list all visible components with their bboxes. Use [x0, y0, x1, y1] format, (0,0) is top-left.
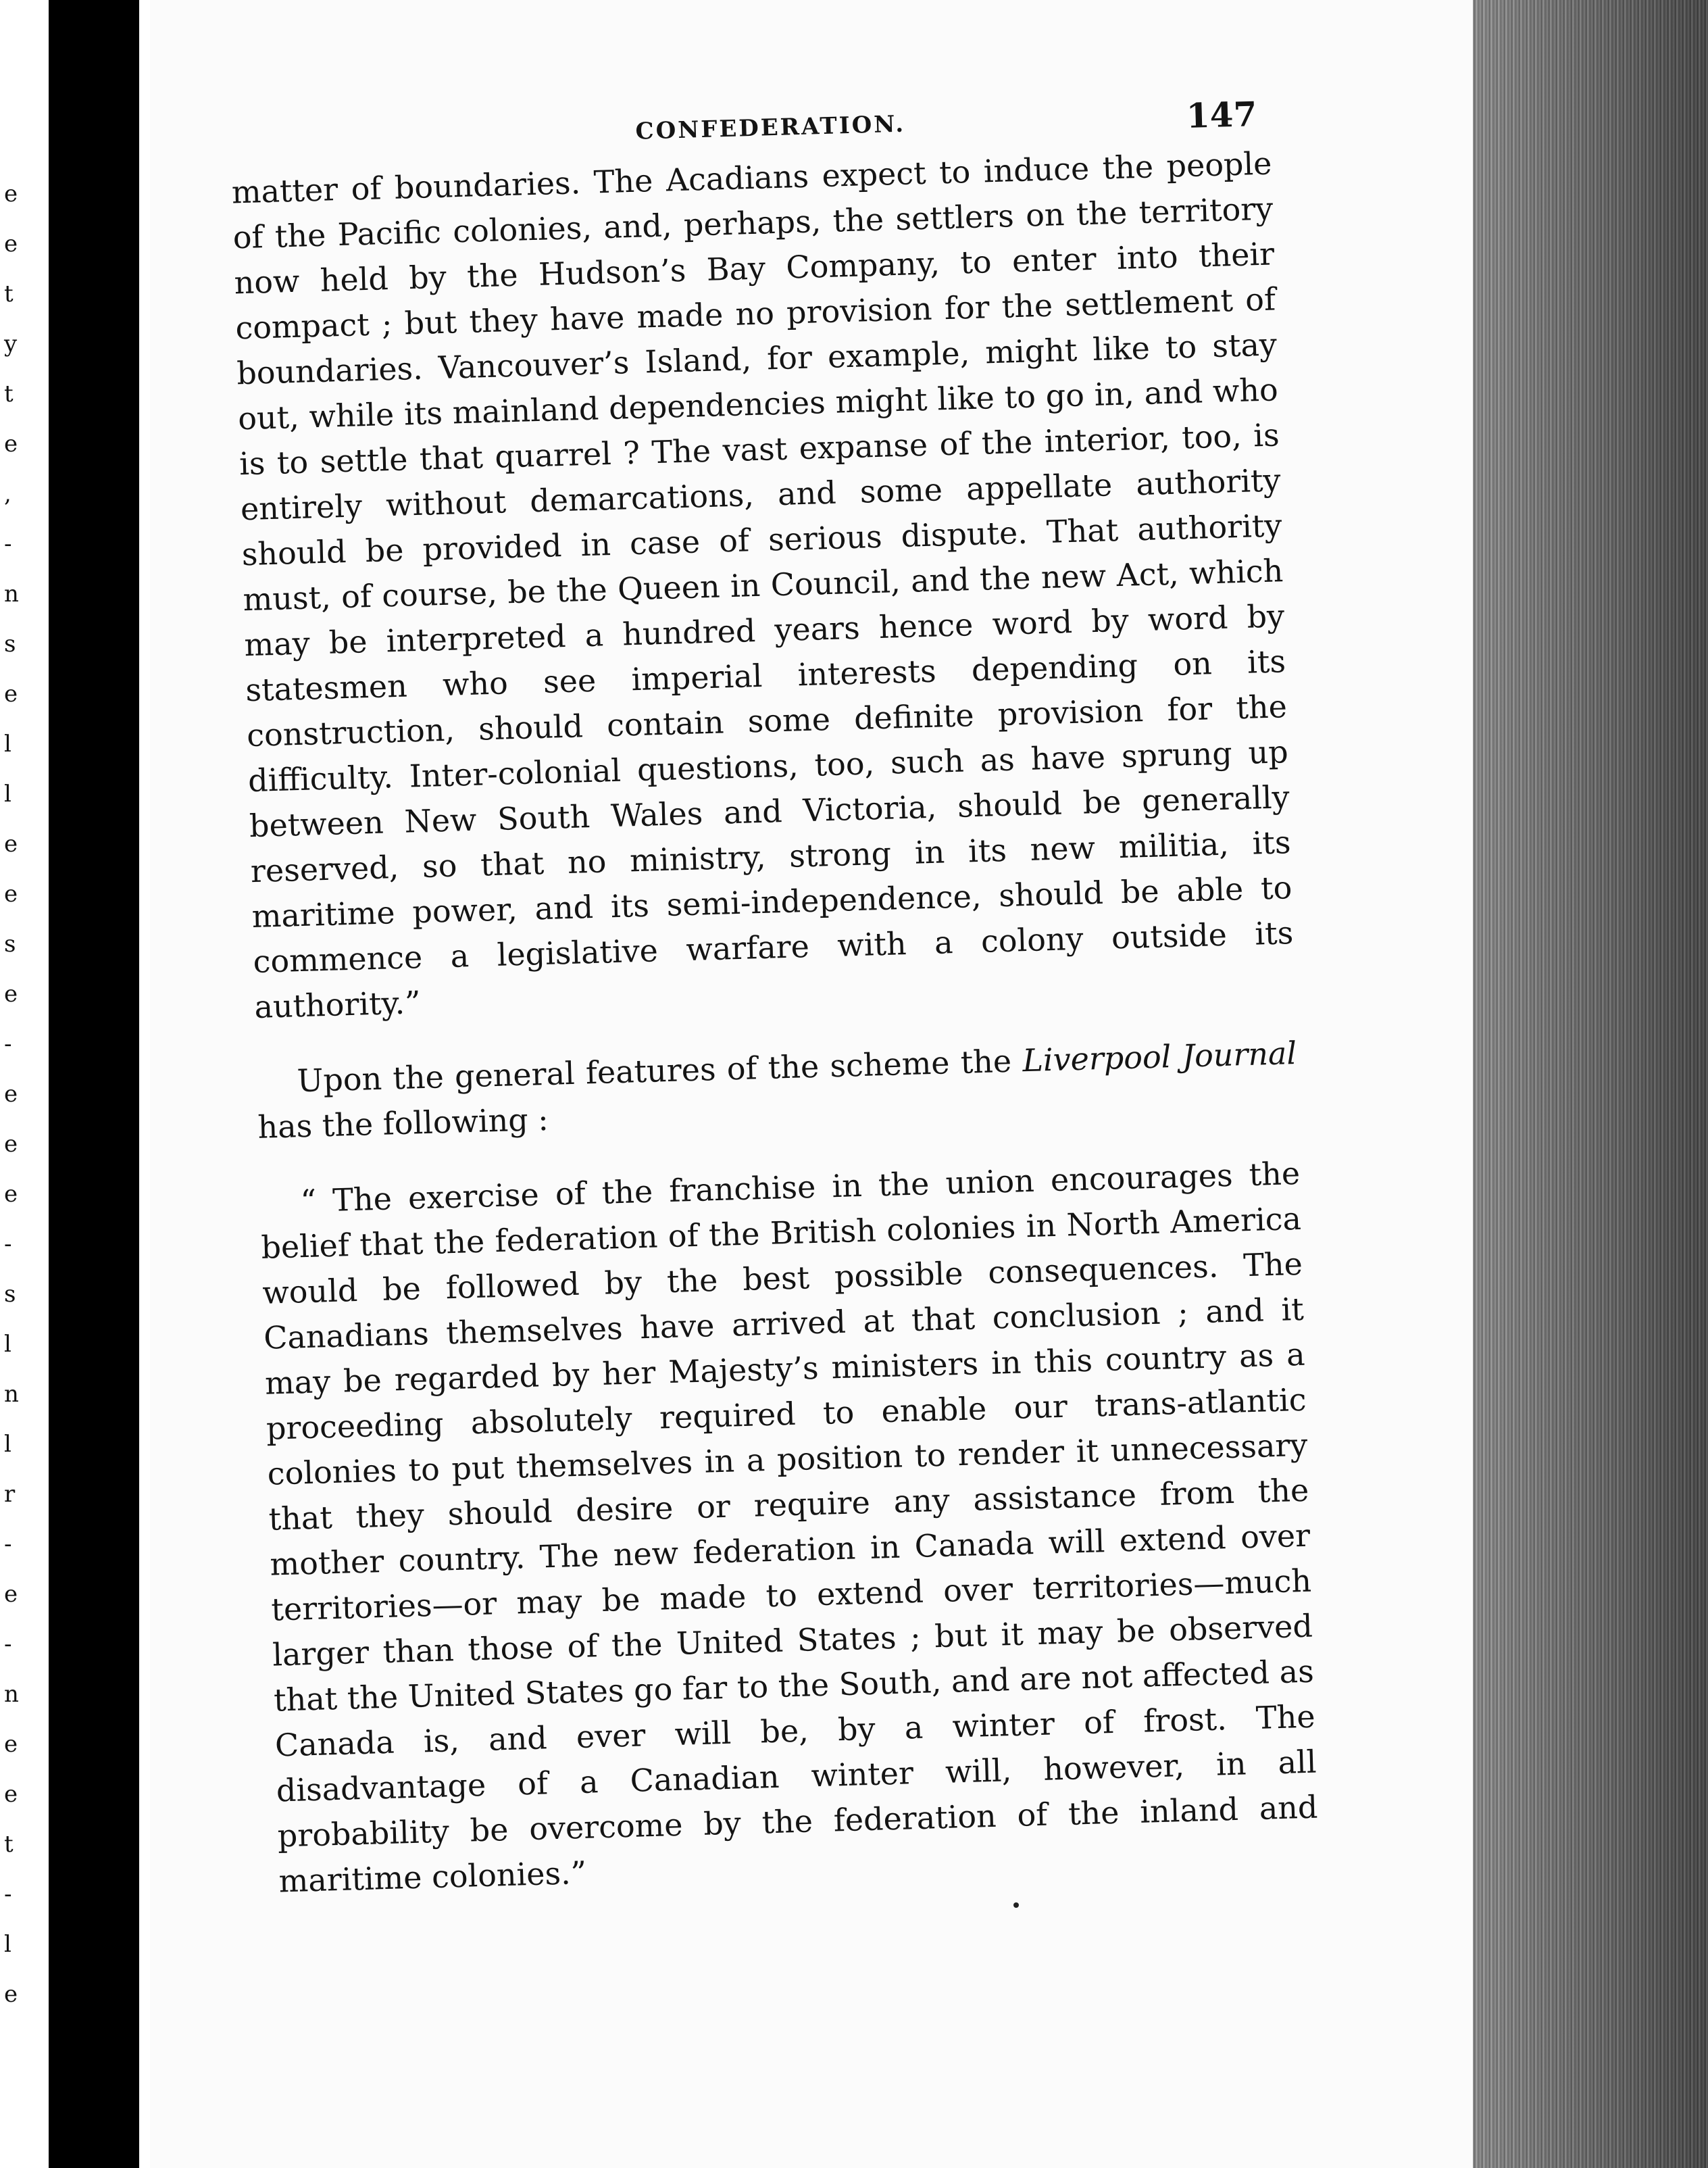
paragraph-intro [256, 1031, 1299, 1150]
facing-page-glyph: n [4, 1381, 19, 1408]
facing-page-glyph: e [4, 681, 18, 708]
facing-page-glyph: l [4, 1331, 11, 1358]
facing-page-glyph: s [4, 1281, 16, 1308]
facing-page-glyph: s [4, 631, 16, 658]
facing-page-glyph: e [4, 1131, 18, 1158]
stray-mark [1013, 1902, 1019, 1908]
facing-page-glyph: l [4, 731, 11, 758]
intro-text-before: Upon the general features of the scheme the [296, 1042, 1024, 1100]
text-block [230, 94, 1320, 1904]
page-number: 147 [1186, 94, 1258, 136]
facing-page-glyph: e [4, 1081, 18, 1108]
facing-page-glyph: - [4, 1631, 12, 1658]
facing-page-glyph: l [4, 1931, 11, 1958]
facing-page-glyph: s [4, 931, 16, 958]
facing-page-glyph: - [4, 1881, 12, 1908]
paragraph-journal-quote: “ The exercise of the franchise in the union encourages the belief that the federation of the British colonies in North America would be followed by the best possible consequences. The Canadians themselves have arrived at that conclusion ; and it may be regarded by her Majesty’s ministers in this country as a proceeding absolutely required to enable our trans-atlantic colonies to put themselves in a position to render it unnecessary that they should desire or require any assistance from the mother country. The new federation in Canada will extend over territories—or may be made to extend over territories—much larger than those of the United States ; but it may be observed that the United States go far to the South, and are not affected as Canada is, and ever will be, by a winter of frost. The disadvantage of a Canadian winter will, however, in all probability be overcome by the federation of the inland and maritime colonies.” [260, 1154, 1318, 1900]
facing-page-glyph: - [4, 1031, 12, 1058]
facing-page-glyph: l [4, 1431, 11, 1458]
facing-page-glyph: - [4, 531, 12, 558]
facing-page-glyph: e [4, 1781, 18, 1808]
paragraph-continued-quote: matter of boundaries. The Acadians expect to induce the people of the Pacific colonies, and, perhaps, the settlers on the territory now held by the Hudson’s Bay Company, to enter into their compact ; but they have made no provision for the settlement of boundaries. Vancouver’s Island, for example, might like to stay out, while its mainland dependencies might like to go in, and who is to settle that quarrel ? The vast expanse of the interior, too, is entirely without demarcations, and some appellate authority should be provided in case of serious dispute. That authority must, of course, be the Queen in Council, and the new Act, which may be interpreted a hundred years hence word by word by statesmen who see imperial interests depending on its construction, should contain some definite provision for the difficulty. Inter-colonial questions, too, such as have sprung up between New South Wales and Victoria, should be generally reserved, so that no ministry, strong in its new militia, its maritime power, and its semi-independence, should be able to commence a legislative warfare with a colony outside its authority.” [231, 145, 1294, 1025]
book-gutter [49, 0, 150, 2168]
facing-page-glyph: r [4, 1481, 16, 1508]
facing-page-glyph: e [4, 1181, 18, 1208]
facing-page-glyph: e [4, 430, 18, 458]
facing-page-glyph: e [4, 1731, 18, 1758]
facing-page-glyph: t [4, 280, 14, 307]
facing-page-glyph: e [4, 831, 18, 858]
facing-page-glyph: e [4, 180, 18, 207]
facing-page-glyph: , [4, 481, 11, 508]
running-head: CONFEDERATION. [635, 110, 906, 145]
facing-page-glyph: n [4, 581, 19, 608]
facing-page-glyph: e [4, 1981, 18, 2008]
facing-page-glyph: y [4, 330, 18, 358]
facing-page-margin [0, 0, 49, 2168]
facing-page-glyph: e [4, 230, 18, 257]
gutter-edge [139, 0, 150, 2168]
facing-page-glyph: l [4, 781, 11, 808]
intro-text-after: has the following : [257, 1100, 549, 1145]
facing-page-glyph: n [4, 1681, 19, 1708]
facing-page-glyph: e [4, 1581, 18, 1608]
facing-page-glyph: e [4, 981, 18, 1008]
facing-page-glyph: t [4, 1831, 14, 1858]
facing-page-glyph: t [4, 380, 14, 408]
facing-page-glyph: e [4, 881, 18, 908]
journal-title: Liverpool Journal [1022, 1034, 1297, 1079]
facing-page-glyph: - [4, 1231, 12, 1258]
facing-page-glyph: - [4, 1531, 12, 1558]
